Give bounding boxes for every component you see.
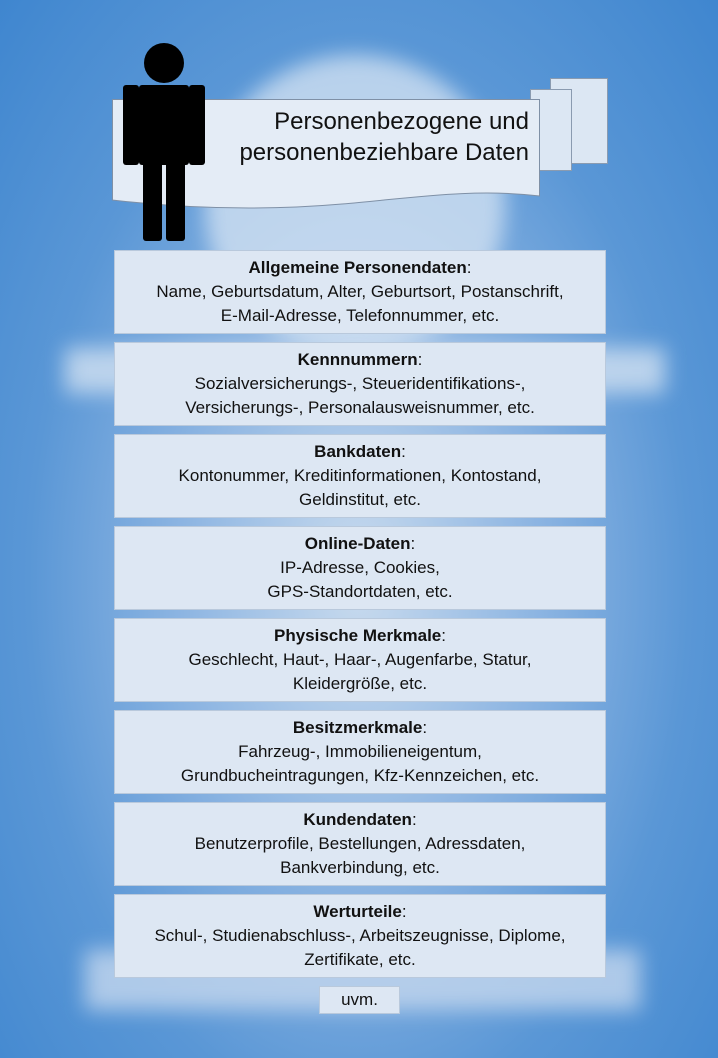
- category-heading: Online-Daten: [304, 534, 411, 553]
- category-heading: Kundendaten: [303, 810, 412, 829]
- category-text: Schul-, Studienabschluss-, Arbeitszeugnisse, Diplome,: [154, 926, 566, 945]
- colon: :: [410, 534, 416, 553]
- colon: :: [401, 442, 406, 461]
- category-heading: Kennnummern: [297, 350, 418, 369]
- category-text: GPS-Standortdaten, etc.: [267, 582, 453, 601]
- category-heading: Physische Merkmale: [274, 626, 442, 645]
- category-text: E-Mail-Adresse, Telefonnummer, etc.: [220, 306, 500, 325]
- colon: :: [441, 626, 446, 645]
- category-heading-row: [293, 716, 427, 740]
- colon: :: [411, 810, 417, 829]
- category-heading: Allgemeine Personendaten: [248, 258, 467, 277]
- category-heading-row: [274, 624, 446, 648]
- category-text: Geldinstitut, etc.: [299, 490, 421, 509]
- category-allgemeine-personendaten: [114, 250, 606, 334]
- category-text: Kleidergröße, etc.: [292, 674, 428, 693]
- colon: :: [422, 718, 428, 737]
- category-text: Bankverbindung, etc.: [280, 858, 440, 877]
- category-heading-row: [314, 440, 406, 464]
- category-text: IP-Adresse, Cookies,: [280, 558, 440, 577]
- category-text: Geschlecht, Haut-, Haar-, Augenfarbe, Statur,: [188, 650, 532, 669]
- category-text: Grundbucheintragungen, Kfz-Kennzeichen, etc.: [180, 766, 540, 785]
- category-text: Name, Geburtsdatum, Alter, Geburtsort, Postanschrift,: [156, 282, 564, 301]
- category-text: Zertifikate, etc.: [304, 950, 416, 969]
- category-heading-row: [298, 348, 423, 372]
- colon: :: [417, 350, 423, 369]
- category-heading-row: [313, 900, 406, 924]
- category-online-daten: [114, 526, 606, 610]
- category-physische-merkmale: [114, 618, 606, 702]
- category-heading-row: [305, 532, 416, 556]
- category-heading: Besitzmerkmale: [292, 718, 423, 737]
- diagram-title: [239, 106, 529, 168]
- category-text: Fahrzeug-, Immobilieneigentum,: [238, 742, 482, 761]
- category-kennnummern: [114, 342, 606, 426]
- colon: :: [401, 902, 407, 921]
- category-text: Sozialversicherungs-, Steueridentifikations-,: [194, 374, 526, 393]
- category-heading: Bankdaten: [314, 442, 402, 461]
- category-text: Kontonummer, Kreditinformationen, Kontostand,: [178, 466, 542, 485]
- category-heading-row: [303, 808, 416, 832]
- category-kundendaten: [114, 802, 606, 886]
- category-heading-row: [249, 256, 472, 280]
- title-line-1: Personenbezogene und: [274, 108, 529, 135]
- category-heading: Werturteile: [313, 902, 402, 921]
- category-text: Benutzerprofile, Bestellungen, Adressdaten,: [194, 834, 526, 853]
- category-besitzmerkmale: [114, 710, 606, 794]
- footer-label: uvm.: [319, 986, 400, 1014]
- colon: :: [466, 258, 472, 277]
- title-line-2: personenbeziehbare Daten: [239, 139, 529, 166]
- category-text: Versicherungs-, Personalausweisnummer, etc.: [185, 398, 535, 417]
- person-icon: [121, 43, 207, 243]
- category-bankdaten: [114, 434, 606, 518]
- category-werturteile: [114, 894, 606, 978]
